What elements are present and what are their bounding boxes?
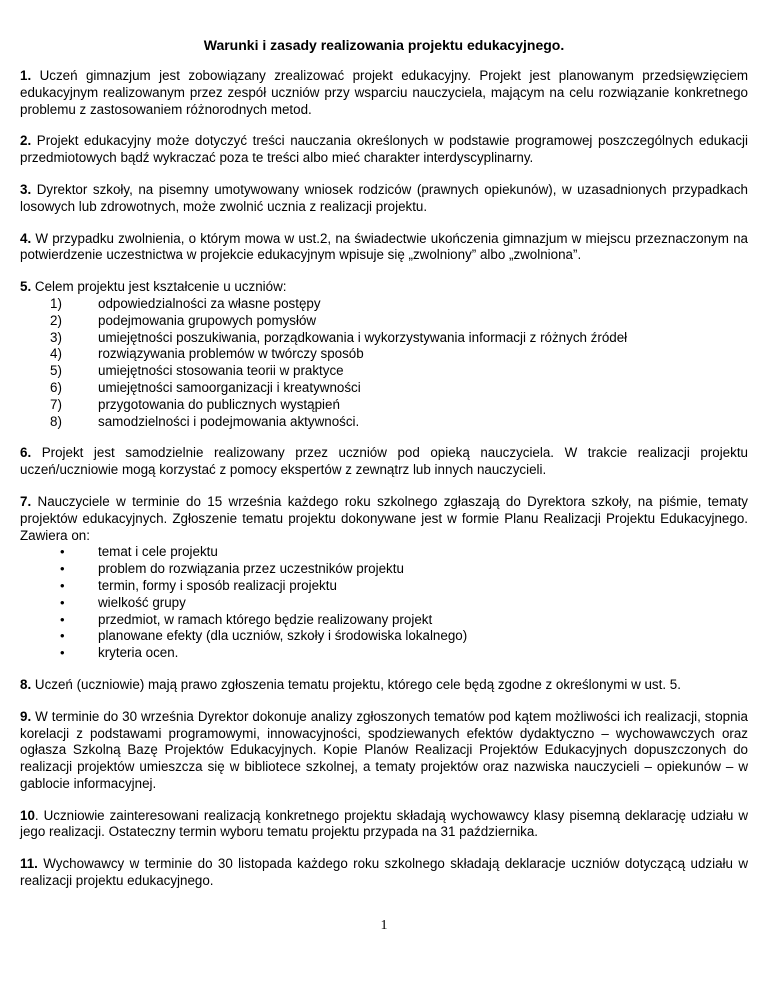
paragraph-text: Dyrektor szkoły, na pisemny umotywowany wniosek rodziców (prawnych opiekunów), w uzasadnionych przypadkach losowych lub zdrowotnych, może zwolnić ucznia z realizacji projektu. bbox=[20, 181, 748, 214]
list-item bbox=[50, 346, 748, 363]
list-item bbox=[50, 578, 748, 595]
bullet-icon: • bbox=[60, 628, 65, 644]
list-item-text: odpowiedzialności za własne postępy bbox=[98, 295, 321, 311]
list-item-text: planowane efekty (dla uczniów, szkoły i środowiska lokalnego) bbox=[98, 628, 468, 644]
paragraph-7 bbox=[20, 494, 748, 662]
paragraph-number: 8. bbox=[20, 676, 32, 692]
list-item-number: 1) bbox=[50, 295, 62, 311]
bullet-icon: • bbox=[60, 544, 65, 560]
paragraph-text: Uczeń (uczniowie) mają prawo zgłoszenia tematu projektu, którego cele będą zgodne z określonymi w ust. 5. bbox=[34, 676, 681, 692]
list-item bbox=[50, 380, 748, 397]
paragraph-number: 11. bbox=[20, 856, 38, 872]
paragraph-number: 5. bbox=[20, 279, 32, 295]
bullet-icon: • bbox=[60, 611, 65, 627]
list-item-text: umiejętności poszukiwania, porządkowania i wykorzystywania informacji z różnych źródeł bbox=[98, 329, 628, 345]
paragraph-3 bbox=[20, 182, 748, 216]
paragraph-number: 3. bbox=[20, 181, 32, 197]
list-item bbox=[50, 363, 748, 380]
list-item-text: podejmowania grupowych pomysłów bbox=[98, 312, 317, 328]
bullet-icon: • bbox=[60, 561, 65, 577]
list-item-text: umiejętności stosowania teorii w praktyce bbox=[98, 363, 344, 379]
paragraph-text: W przypadku zwolnienia, o którym mowa w ust.2, na świadectwie ukończenia gimnazjum w miejscu przeznaczonym na potwierdzenie uczestnictwa w projekcie edukacyjnym wpisuje się „zwolniony” albo „zwolniona”. bbox=[20, 230, 748, 263]
list-item-number: 7) bbox=[50, 396, 62, 412]
list-item-text: przedmiot, w ramach którego będzie realizowany projekt bbox=[98, 611, 433, 627]
list-item-text: przygotowania do publicznych wystąpień bbox=[98, 396, 340, 412]
list-item bbox=[50, 645, 748, 662]
list-item-number: 3) bbox=[50, 329, 62, 345]
list-item bbox=[50, 330, 748, 347]
paragraph-4 bbox=[20, 231, 748, 265]
paragraph-text: Nauczyciele w terminie do 15 września każdego roku szkolnego zgłaszają do Dyrektora szkoły, na piśmie, tematy projektów edukacyjnych. Zgłoszenie tematu projektu dokonywane jest w formie Planu Realizacji Projektu Edukacyjnego. Zawiera on: bbox=[20, 493, 748, 543]
document-title: Warunki i zasady realizowania projektu edukacyjnego. bbox=[203, 37, 565, 53]
paragraph-number: 6. bbox=[20, 445, 32, 461]
list-item-number: 4) bbox=[50, 346, 62, 362]
paragraph-number: 7. bbox=[20, 493, 32, 509]
list-item-number: 2) bbox=[50, 312, 62, 328]
paragraph-9 bbox=[20, 709, 748, 793]
list-item bbox=[50, 612, 748, 629]
list-item bbox=[50, 628, 748, 645]
paragraph-10 bbox=[20, 808, 748, 842]
paragraph-text: . Uczniowie zainteresowani realizacją konkretnego projektu składają wychowawcy klasy pisemną deklarację udziału w jego realizacji. Ostateczny termin wyboru tematu projektu przypada na 31 października. bbox=[20, 807, 748, 840]
list-item-text: kryteria ocen. bbox=[98, 645, 179, 661]
list-item-text: umiejętności samoorganizacji i kreatywności bbox=[98, 379, 361, 395]
bullet-icon: • bbox=[60, 577, 65, 593]
list-item-number: 5) bbox=[50, 363, 62, 379]
list-item-text: wielkość grupy bbox=[98, 594, 186, 610]
goals-list bbox=[20, 296, 748, 430]
list-item-number: 6) bbox=[50, 379, 62, 395]
paragraph-8 bbox=[20, 677, 748, 694]
document-page bbox=[20, 36, 748, 905]
list-item-text: samodzielności i podejmowania aktywności. bbox=[98, 413, 360, 429]
list-item-number: 8) bbox=[50, 413, 62, 429]
paragraph-11 bbox=[20, 856, 748, 890]
bullet-icon: • bbox=[60, 594, 65, 610]
list-item bbox=[50, 414, 748, 431]
paragraph-number: 1. bbox=[20, 68, 32, 83]
paragraph-text: Uczeń gimnazjum jest zobowiązany zrealizować projekt edukacyjny. Projekt jest planowanym przedsięwzięciem edukacyjnym realizowanym przez zespół uczniów przy wsparciu nauczyciela, mającym na celu rozwiązanie konkretnego problemu z zastosowaniem różnorodnych metod. bbox=[20, 68, 748, 117]
plan-contents-list bbox=[20, 544, 748, 662]
list-item bbox=[50, 296, 748, 313]
list-item-text: termin, formy i sposób realizacji projektu bbox=[98, 577, 337, 593]
paragraph-2 bbox=[20, 133, 748, 167]
paragraph-text: W terminie do 30 września Dyrektor dokonuje analizy zgłoszonych tematów pod kątem możliwości ich realizacji, stopnia korelacji z podstawami programowymi, innowacyjności, spodziewanych efektów dydaktyczno – wychowawczych oraz ogłasza Szkolną Bazę Projektów Edukacyjnych. Kopie Planów Realizacji Projektów Edukacyjnych dopuszczonych do realizacji projektów umieszcza się w bibliotece szkolnej, a tematy projektów oraz nazwiska nauczycieli – opiekunów – w gablocie informacyjnej. bbox=[20, 708, 748, 791]
list-item-text: rozwiązywania problemów w twórczy sposób bbox=[98, 346, 364, 362]
list-item bbox=[50, 397, 748, 414]
paragraph-number: 2. bbox=[20, 133, 32, 149]
bullet-icon: • bbox=[60, 645, 65, 661]
paragraph-number: 10 bbox=[20, 807, 35, 823]
paragraph-text: Projekt jest samodzielnie realizowany przez uczniów pod opieką nauczyciela. W trakcie realizacji projektu uczeń/uczniowie mogą korzystać z pomocy ekspertów z zewnątrz lub innych nauczycieli. bbox=[20, 445, 748, 478]
list-item bbox=[50, 313, 748, 330]
list-item bbox=[50, 595, 748, 612]
list-item-text: problem do rozwiązania przez uczestników projektu bbox=[98, 561, 404, 577]
paragraph-text: Celem projektu jest kształcenie u uczniów: bbox=[34, 279, 287, 295]
paragraph-5 bbox=[20, 279, 748, 430]
list-item-text: temat i cele projektu bbox=[98, 544, 218, 560]
list-item bbox=[50, 544, 748, 561]
list-item bbox=[50, 561, 748, 578]
paragraph-1 bbox=[20, 68, 748, 118]
paragraph-number: 9. bbox=[20, 708, 32, 724]
paragraph-text: Projekt edukacyjny może dotyczyć treści nauczania określonych w podstawie programowej poszczególnych edukacji przedmiotowych bądź wykraczać poza te treści albo mieć charakter interdyscyplinarny. bbox=[20, 133, 748, 166]
page-number: 1 bbox=[380, 918, 388, 933]
paragraph-number: 4. bbox=[20, 230, 32, 246]
paragraph-6 bbox=[20, 445, 748, 479]
paragraph-text: Wychowawcy w terminie do 30 listopada każdego roku szkolnego składają deklaracje uczniów dotyczącą udziału w realizacji projektu edukacyjnego. bbox=[20, 856, 748, 889]
